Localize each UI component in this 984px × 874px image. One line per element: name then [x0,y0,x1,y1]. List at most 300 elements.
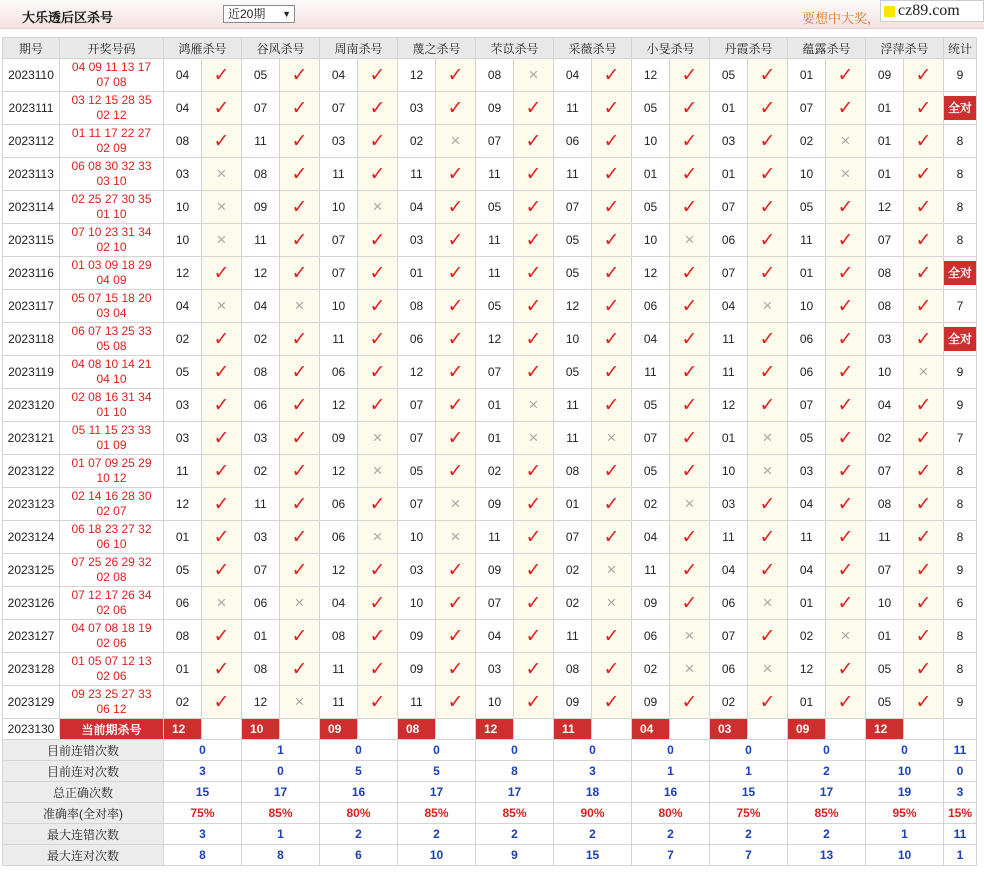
result-cell [670,290,710,323]
kill-number-cell: 07 [554,191,592,224]
result-cell [202,521,242,554]
result-cell [280,521,320,554]
draw-numbers-cell [60,257,164,290]
site-logo[interactable] [880,0,984,22]
kill-number-cell: 01 [476,389,514,422]
kill-number-cell: 05 [554,356,592,389]
period-cell: 2023120 [3,389,60,422]
result-cell [514,389,554,422]
period-cell: 2023118 [3,323,60,356]
kill-number-cell: 03 [164,422,202,455]
kill-number-cell: 05 [632,455,670,488]
stat-value: 8 [164,845,242,866]
stat-cell [944,323,977,356]
stat-cell [944,257,977,290]
stat-value: 17 [398,782,476,803]
col-header-expert: 采薇杀号 [554,38,632,59]
result-cell [592,422,632,455]
kill-number-cell: 11 [476,257,514,290]
result-cell [358,389,398,422]
cross-icon: × [918,362,929,381]
check-icon: ✓ [525,163,542,185]
kill-number-cell: 07 [320,257,358,290]
kill-number-cell: 01 [710,92,748,125]
stat-cell: 8 [944,488,977,521]
stat-value: 5 [320,761,398,782]
check-icon: ✓ [369,64,386,86]
back-numbers: 02 07 [96,504,127,518]
result-cell [670,257,710,290]
result-cell [670,356,710,389]
check-icon: ✓ [759,262,776,284]
result-cell [826,587,866,620]
result-cell [670,125,710,158]
draw-numbers-cell [60,191,164,224]
check-icon: ✓ [291,97,308,119]
check-icon: ✓ [447,262,464,284]
stat-value: 0 [944,761,977,782]
check-icon: ✓ [681,262,698,284]
result-cell [202,389,242,422]
result-cell [670,554,710,587]
kill-number-cell: 01 [866,158,904,191]
kill-number-cell: 12 [242,686,280,719]
kill-number-cell: 11 [710,521,748,554]
kill-number-cell: 07 [554,521,592,554]
kill-number-cell: 06 [320,488,358,521]
result-cell [904,389,944,422]
stat-value: 1 [242,740,320,761]
result-cell [904,455,944,488]
result-cell [514,554,554,587]
front-numbers: 02 08 16 31 34 [71,390,152,404]
stat-value: 80% [320,803,398,824]
check-icon: ✓ [525,196,542,218]
current-kill-number: 12 [476,719,514,740]
stat-value: 15% [944,803,977,824]
result-cell [280,323,320,356]
col-header-stat: 统计 [944,38,977,59]
kill-number-cell: 05 [476,290,514,323]
stat-value: 8 [242,845,320,866]
kill-number-cell: 11 [398,158,436,191]
stat-row [3,845,977,866]
kill-number-cell: 07 [866,554,904,587]
back-numbers: 04 10 [96,372,127,386]
stat-cell: 8 [944,191,977,224]
current-kill-spacer [358,719,398,740]
check-icon: ✓ [213,328,230,350]
result-cell [826,653,866,686]
stat-value: 2 [710,824,788,845]
check-icon: ✓ [681,394,698,416]
kill-number-cell: 07 [710,191,748,224]
kill-number-cell: 08 [242,356,280,389]
result-cell [904,521,944,554]
result-cell [202,653,242,686]
draw-numbers-cell [60,323,164,356]
result-cell [202,356,242,389]
check-icon: ✓ [837,493,854,515]
check-icon: ✓ [369,130,386,152]
check-icon: ✓ [837,295,854,317]
kill-number-cell: 03 [710,125,748,158]
stat-value: 1 [710,761,788,782]
draw-numbers-cell [60,290,164,323]
result-cell [358,224,398,257]
stat-cell: 6 [944,587,977,620]
stat-cell: 8 [944,620,977,653]
current-kill-number: 09 [788,719,826,740]
kill-number-cell: 09 [554,686,592,719]
check-icon: ✓ [837,427,854,449]
kill-number-cell: 05 [398,455,436,488]
current-period-cell: 2023130 [3,719,60,740]
check-icon: ✓ [837,64,854,86]
kill-number-cell: 02 [632,653,670,686]
kill-number-cell: 04 [788,554,826,587]
result-cell [592,653,632,686]
check-icon: ✓ [681,295,698,317]
kill-number-cell: 09 [632,686,670,719]
kill-number-cell: 12 [320,554,358,587]
kill-number-cell: 06 [242,587,280,620]
current-kill-number: 09 [320,719,358,740]
check-icon: ✓ [291,526,308,548]
check-icon: ✓ [213,460,230,482]
kill-number-cell: 07 [788,389,826,422]
result-cell [280,224,320,257]
result-cell [748,488,788,521]
check-icon: ✓ [837,394,854,416]
stat-value: 75% [164,803,242,824]
kill-number-cell: 05 [866,686,904,719]
result-cell [358,653,398,686]
front-numbers: 07 10 23 31 34 [71,225,152,239]
kill-number-cell: 04 [788,488,826,521]
check-icon: ✓ [915,295,932,317]
check-icon: ✓ [603,658,620,680]
period-cell: 2023122 [3,455,60,488]
kill-number-cell: 02 [398,125,436,158]
draw-numbers-cell [60,455,164,488]
check-icon: ✓ [759,130,776,152]
result-cell [358,620,398,653]
result-cell [670,92,710,125]
result-cell [670,686,710,719]
check-icon: ✓ [681,691,698,713]
check-icon: ✓ [369,163,386,185]
result-cell [514,686,554,719]
cross-icon: × [372,527,383,546]
check-icon: ✓ [447,361,464,383]
kill-number-cell: 06 [242,389,280,422]
check-icon: ✓ [681,328,698,350]
check-icon: ✓ [603,328,620,350]
cross-icon: × [216,197,227,216]
period-select[interactable] [223,5,295,23]
cross-icon: × [528,428,539,447]
stat-value: 85% [242,803,320,824]
kill-number-cell: 12 [788,653,826,686]
stat-value: 18 [554,782,632,803]
result-cell [202,125,242,158]
check-icon: ✓ [291,64,308,86]
cross-icon: × [762,659,773,678]
table-row [3,653,977,686]
slogan-text: 要想中大奖， [802,11,881,26]
stat-row-label: 最大连错次数 [3,824,164,845]
cross-icon: × [840,131,851,150]
draw-numbers-cell [60,620,164,653]
kill-number-cell: 11 [866,521,904,554]
stat-cell: 8 [944,521,977,554]
check-icon: ✓ [291,361,308,383]
kill-number-cell: 06 [320,356,358,389]
result-cell [592,620,632,653]
stat-value: 10 [866,845,944,866]
draw-numbers-cell [60,59,164,92]
check-icon: ✓ [213,64,230,86]
kill-number-cell: 02 [164,323,202,356]
kill-number-cell: 03 [398,224,436,257]
stat-value: 13 [788,845,866,866]
kill-number-cell: 02 [788,620,826,653]
stat-value: 9 [476,845,554,866]
kill-number-cell: 09 [242,191,280,224]
kill-number-cell: 08 [398,290,436,323]
check-icon: ✓ [759,394,776,416]
stat-value: 15 [710,782,788,803]
kill-number-cell: 12 [866,191,904,224]
table-row [3,389,977,422]
result-cell [358,158,398,191]
result-cell [514,158,554,191]
result-cell [280,191,320,224]
period-cell: 2023127 [3,620,60,653]
check-icon: ✓ [759,493,776,515]
check-icon: ✓ [447,427,464,449]
kill-number-cell: 11 [554,620,592,653]
check-icon: ✓ [525,295,542,317]
result-cell [904,686,944,719]
back-numbers: 01 09 [96,438,127,452]
stat-value: 2 [788,761,866,782]
kill-number-cell: 09 [398,653,436,686]
kill-number-cell: 05 [866,653,904,686]
page-title: 大乐透后区杀号 [22,10,114,25]
result-cell [748,587,788,620]
result-cell [592,686,632,719]
kill-number-cell: 08 [554,653,592,686]
table-row [3,125,977,158]
kill-number-cell: 02 [164,686,202,719]
col-header-expert: 丹霞杀号 [710,38,788,59]
stat-value: 2 [320,824,398,845]
stat-row-label: 准确率(全对率) [3,803,164,824]
kill-number-cell: 01 [866,620,904,653]
kill-number-cell: 06 [164,587,202,620]
result-cell [748,620,788,653]
result-cell [904,92,944,125]
result-cell [592,257,632,290]
kill-number-cell: 10 [866,587,904,620]
result-cell [904,59,944,92]
front-numbers: 06 07 13 25 33 [71,324,152,338]
stat-value: 0 [242,761,320,782]
stat-value: 1 [944,845,977,866]
check-icon: ✓ [369,262,386,284]
draw-numbers-cell [60,356,164,389]
check-icon: ✓ [525,361,542,383]
result-cell [826,191,866,224]
period-cell: 2023124 [3,521,60,554]
check-icon: ✓ [603,691,620,713]
result-cell [748,422,788,455]
result-cell [202,290,242,323]
stat-value: 85% [398,803,476,824]
check-icon: ✓ [915,97,932,119]
stat-value: 2 [476,824,554,845]
back-numbers: 02 06 [96,603,127,617]
cross-icon: × [684,230,695,249]
kill-number-cell: 01 [398,257,436,290]
check-icon: ✓ [837,460,854,482]
check-icon: ✓ [369,592,386,614]
check-icon: ✓ [759,97,776,119]
current-kill-spacer [280,719,320,740]
check-icon: ✓ [291,229,308,251]
check-icon: ✓ [837,658,854,680]
result-cell [670,521,710,554]
current-kill-label: 当前期杀号 [60,719,164,740]
current-period-row [3,719,977,740]
cross-icon: × [606,428,617,447]
result-cell [202,224,242,257]
chevron-down-icon[interactable]: ▼ [282,9,291,19]
stat-value: 0 [866,740,944,761]
cross-icon: × [372,428,383,447]
kill-number-cell: 10 [320,290,358,323]
check-icon: ✓ [681,361,698,383]
result-cell [826,620,866,653]
check-icon: ✓ [915,64,932,86]
kill-number-cell: 12 [476,323,514,356]
current-kill-spacer [904,719,944,740]
kill-number-cell: 08 [320,620,358,653]
cross-icon: × [606,593,617,612]
result-cell [514,521,554,554]
draw-numbers-cell [60,554,164,587]
table-row [3,422,977,455]
stat-cell: 7 [944,290,977,323]
current-kill-spacer [202,719,242,740]
kill-number-cell: 10 [632,125,670,158]
stat-value: 17 [242,782,320,803]
period-cell: 2023111 [3,92,60,125]
back-numbers: 04 09 [96,273,127,287]
result-cell [436,59,476,92]
stat-row-label: 目前连错次数 [3,740,164,761]
result-cell [748,92,788,125]
stat-value: 8 [476,761,554,782]
back-numbers: 06 12 [96,702,127,716]
table-row [3,59,977,92]
kill-number-cell: 11 [476,224,514,257]
result-cell [592,488,632,521]
kill-number-cell: 10 [554,323,592,356]
table-row [3,356,977,389]
check-icon: ✓ [369,295,386,317]
kill-number-cell: 05 [788,191,826,224]
result-cell [826,455,866,488]
kill-number-cell: 03 [710,488,748,521]
kill-number-cell: 07 [476,356,514,389]
check-icon: ✓ [759,361,776,383]
check-icon: ✓ [915,526,932,548]
front-numbers: 09 23 25 27 33 [71,687,152,701]
check-icon: ✓ [525,625,542,647]
check-icon: ✓ [915,493,932,515]
result-cell [280,158,320,191]
col-header-expert: 芣苡杀号 [476,38,554,59]
draw-numbers-cell [60,92,164,125]
check-icon: ✓ [291,196,308,218]
check-icon: ✓ [759,229,776,251]
check-icon: ✓ [447,196,464,218]
current-kill-number: 12 [866,719,904,740]
kill-number-cell: 04 [866,389,904,422]
check-icon: ✓ [915,460,932,482]
check-icon: ✓ [915,658,932,680]
kill-number-cell: 04 [164,59,202,92]
result-cell [358,455,398,488]
kill-number-cell: 01 [788,59,826,92]
check-icon: ✓ [681,460,698,482]
check-icon: ✓ [447,229,464,251]
stat-cell: 9 [944,389,977,422]
check-icon: ✓ [681,592,698,614]
check-icon: ✓ [525,592,542,614]
stat-value: 3 [164,824,242,845]
stat-row [3,782,977,803]
result-cell [202,554,242,587]
check-icon: ✓ [213,691,230,713]
stat-value: 0 [320,740,398,761]
result-cell [904,323,944,356]
stat-value: 5 [398,761,476,782]
check-icon: ✓ [369,328,386,350]
result-cell [748,521,788,554]
check-icon: ✓ [603,526,620,548]
period-cell: 2023129 [3,686,60,719]
check-icon: ✓ [837,592,854,614]
stat-row [3,740,977,761]
check-icon: ✓ [915,262,932,284]
result-cell [280,422,320,455]
kill-number-cell: 12 [242,257,280,290]
result-cell [748,59,788,92]
current-kill-number: 03 [710,719,748,740]
check-icon: ✓ [837,262,854,284]
kill-number-cell: 07 [710,257,748,290]
table-row [3,224,977,257]
result-cell [592,323,632,356]
result-cell [202,620,242,653]
check-icon: ✓ [447,163,464,185]
kill-number-cell: 10 [398,521,436,554]
kill-number-cell: 11 [242,224,280,257]
